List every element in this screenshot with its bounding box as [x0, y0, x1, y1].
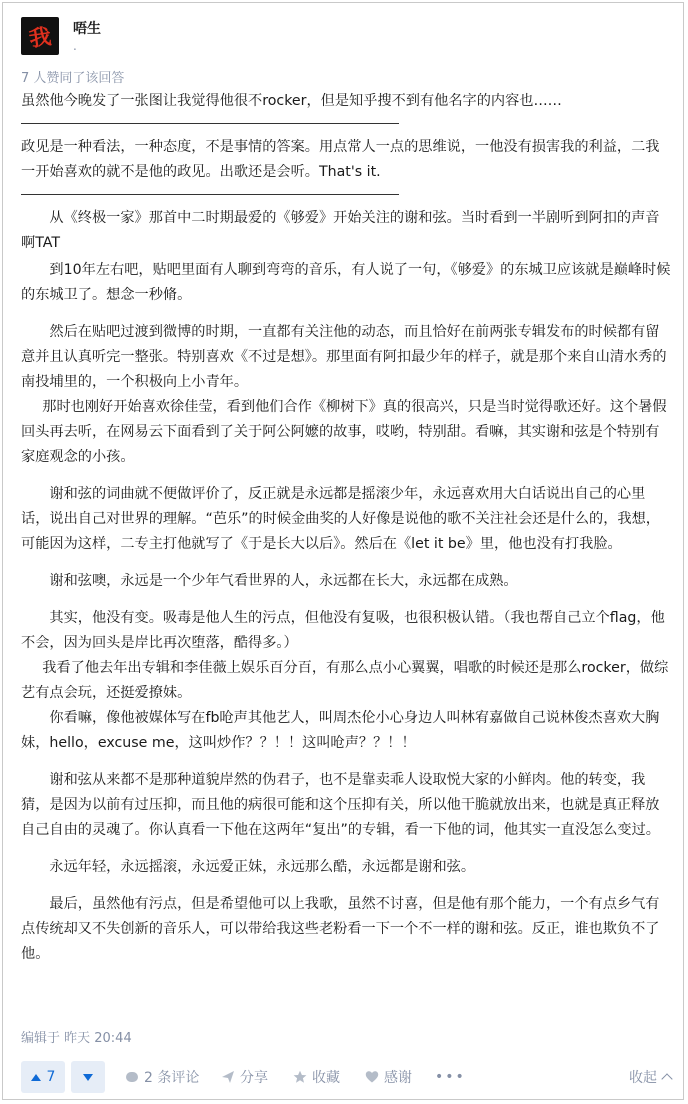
more-icon: •••: [435, 1069, 466, 1085]
avatar[interactable]: [21, 17, 59, 55]
paragraph: 谢和弦的词曲就不便做评价了，反正就是永远都是摇滚少年，永远喜欢用大白话说出自己的心里话，说出自己对世界的理解。“芭乐”的时候金曲奖的人好像是说他的歌不关注社会还是什么的，我想，可能因为这样，二专主打他就写了《于是长大以后》。然后在《let it be》里，他也没有打我脸。: [21, 486, 660, 552]
thanks-button[interactable]: [365, 1061, 412, 1093]
author-bio: .: [73, 39, 77, 53]
paragraph: 到10年左右吧，贴吧里面有人聊到弯弯的音乐，有人说了一句，《够爱》的东城卫应该就是巅峰时候的东城卫了。想念一秒脩。: [21, 262, 671, 303]
collapse-label: 收起: [629, 1070, 657, 1086]
comment-icon: [125, 1070, 139, 1084]
avatar-glyph: 我: [27, 23, 53, 52]
thanks-label: 感谢: [384, 1070, 412, 1086]
upvote-count: 7: [46, 1069, 56, 1085]
star-icon: [293, 1070, 307, 1084]
action-bar: [21, 1061, 671, 1095]
share-button[interactable]: [221, 1061, 268, 1093]
paragraph: 谢和弦噢，永远是一个少年气看世界的人，永远都在长大，永远都在成熟。: [49, 573, 518, 589]
paragraph: 政见是一种看法，一种态度，不是事情的答案。用点常人一点的思维说，一他没有损害我的利益，二我一开始喜欢的就不是他的政见。出歌还是会听。That's it.: [21, 139, 660, 180]
divider: [21, 123, 399, 124]
paragraph: 然后在贴吧过渡到微博的时期，一直都有关注他的动态，而且恰好在前两张专辑发布的时候都有留意并且认真听完一整张。特别喜欢《不过是想》。那里面有阿扣最少年的样子，就是那个来自山清水秀的南投埔里的，一个积极向上小青年。: [21, 324, 667, 390]
favorite-button[interactable]: [293, 1061, 340, 1093]
paragraph: 那时也刚好开始喜欢徐佳莹，看到他们合作《柳树下》真的很高兴，只是当时觉得歌还好。这个暑假回头再去听，在网易云下面看到了关于阿公阿嬷的故事，哎哟，特别甜。看嘛，其实谢和弦是个特别有家庭观念的小孩。: [21, 399, 667, 465]
paragraph: 虽然他今晚发了一张图让我觉得他很不rocker，但是知乎搜不到有他名字的内容也……: [21, 93, 562, 109]
paragraph: 其实，他没有变。吸毒是他人生的污点，但他没有复吸，也很积极认错。（我也帮自己立个flag，他不会，因为回头是岸比再次堕落，酷得多。）: [21, 610, 665, 651]
heart-icon: [365, 1070, 379, 1084]
upvote-button[interactable]: [21, 1061, 65, 1093]
downvote-button[interactable]: [71, 1061, 105, 1093]
share-icon: [221, 1070, 235, 1084]
comment-label: 2 条评论: [144, 1070, 200, 1086]
answer-card: [2, 2, 684, 1100]
arrow-down-icon: [83, 1074, 93, 1081]
paragraph: 你看嘛，像他被媒体写在fb呛声其他艺人，叫周杰伦小心身边人叫林宥嘉做自己说林俊杰喜欢大胸妹，hello，excuse me，这叫炒作？？！！这叫呛声？？！！: [21, 710, 660, 751]
collapse-button[interactable]: [629, 1061, 671, 1093]
paragraph: 谢和弦从来都不是那种道貌岸然的伪君子，也不是靠卖乖人设取悦大家的小鲜肉。他的转变，我猜，是因为以前有过压抑，而且他的病很可能和这个压抑有关，所以他干脆就放出来，也就是真正释放自己自由的灵魂了。你认真看一下他在这两年“复出”的专辑，看一下他的词，他其实一直没怎么变过。: [21, 772, 660, 838]
paragraph: 永远年轻，永远摇滚，永远爱正妹，永远那么酷，永远都是谢和弦。: [49, 859, 476, 875]
divider: [21, 194, 399, 195]
arrow-up-icon: [31, 1074, 41, 1081]
author-name[interactable]: 唔生: [73, 21, 101, 37]
paragraph: 我看了他去年出专辑和李佳薇上娱乐百分百，有那么点小心翼翼，唱歌的时候还是那么rocker，做综艺有点会玩，还挺爱撩妹。: [21, 660, 669, 701]
paragraph: 从《终极一家》那首中二时期最爱的《够爱》开始关注的谢和弦。当时看到一半剧听到阿扣的声音啊TAT: [21, 210, 660, 251]
chevron-up-icon: [661, 1073, 672, 1084]
favorite-label: 收藏: [312, 1070, 340, 1086]
more-button[interactable]: [435, 1061, 466, 1093]
share-label: 分享: [240, 1070, 268, 1086]
paragraph: 最后，虽然他有污点，但是希望他可以上我歌，虽然不讨喜，但是他有那个能力，一个有点乡气有点传统却又不失创新的音乐人，可以带给我这些老粉看一下一个不一样的谢和弦。反正，谁也欺负不了他。: [21, 896, 660, 962]
vote-summary[interactable]: 7 人赞同了该回答: [21, 71, 125, 86]
comment-button[interactable]: [125, 1061, 199, 1093]
answer-content: [21, 89, 671, 967]
edited-timestamp[interactable]: 编辑于 昨天 20:44: [21, 1031, 132, 1046]
